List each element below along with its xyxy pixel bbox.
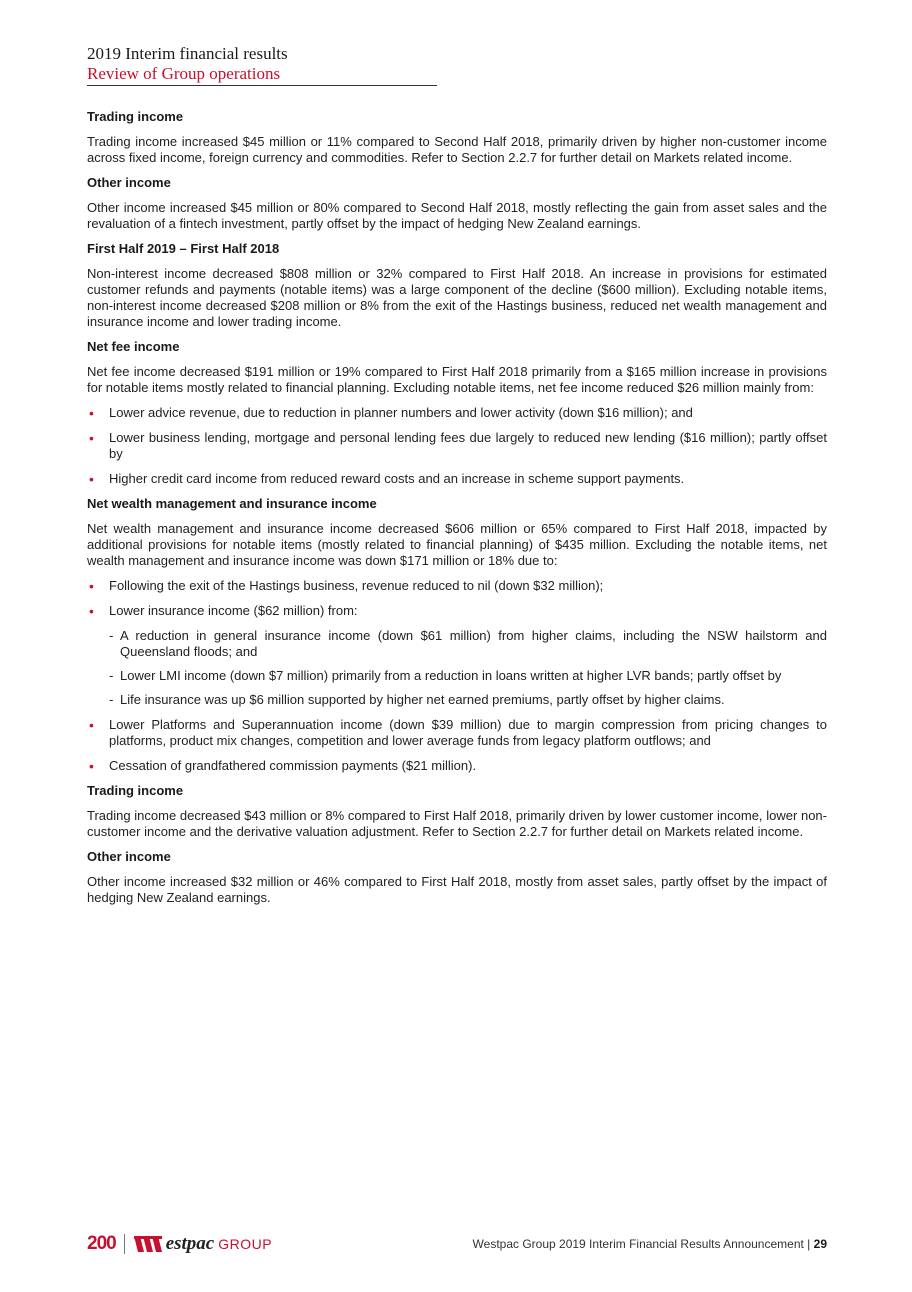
list-item [87,758,827,774]
list-item [87,471,827,487]
sub-list-item [109,668,827,684]
logo-westpac-text: estpac [165,1233,215,1254]
heading-trading-income-h1: Trading income [87,783,184,798]
heading-trading-income-h2: Trading income [87,109,184,124]
list-item-text: Lower insurance income ($62 million) from: [109,603,358,618]
heading-net-wealth-insurance: Net wealth management and insurance income [87,496,377,511]
sub-list-item [109,628,827,660]
paragraph-first-half-comparison: Non-interest income decreased $808 million or 32% compared to First Half 2018. An increase in provisions for estimated customer refunds and payments (notable items) was a large component of the decline ($600 million). Excluding notable items, non-interest income decreased $208 million or 8% from the exit of the Hastings business, reduced net wealth management and insurance income and lower trading income. [87,266,827,329]
paragraph-net-fee-income: Net fee income decreased $191 million or 19% compared to First Half 2018 primarily from a $165 million increase in provisions for notable items mostly related to financial planning. Excluding notable items, net fee income reduced $26 million mainly from: [87,364,827,395]
net-fee-bullet-list [87,405,827,487]
dash-icon: - [109,692,114,707]
sub-list-item-text: A reduction in general insurance income (down $61 million) from higher claims, including the NSW hailstorm and Queensland floods; and [120,628,827,659]
sub-list-item-text: Lower LMI income (down $7 million) primarily from a reduction in loans written at higher LVR bands; partly offset by [120,668,782,683]
logo-200-text: 200 [87,1233,116,1254]
logo-divider [124,1234,125,1254]
heading-other-income-h1: Other income [87,849,171,864]
list-item-text: Lower Platforms and Superannuation income (down $39 million) due to margin compression from pricing changes to platforms, product mix changes, competition and lower average funds from legacy platform outflows; and [109,717,827,748]
list-item [87,578,827,594]
page-footer [87,1233,827,1255]
logo-group-text: GROUP [218,1236,273,1252]
westpac-200-logo [87,1233,272,1255]
list-item [87,430,827,462]
paragraph-trading-income-h2: Trading income increased $45 million or 11% compared to Second Half 2018, primarily driven by higher non-customer income across fixed income, foreign currency and commodities. Refer to Section 2.2.7 for further detail on Markets related income. [87,134,827,165]
list-item-text: Lower business lending, mortgage and personal lending fees due largely to reduced new lending ($16 million); partly offset by [109,430,827,461]
heading-other-income-h2: Other income [87,175,171,190]
list-item [87,405,827,421]
list-item-text: Following the exit of the Hastings business, revenue reduced to nil (down $32 million); [109,578,604,593]
wealth-bullet-list [87,578,827,774]
sub-list-item-text: Life insurance was up $6 million supported by higher net earned premiums, partly offset by higher claims. [120,692,725,707]
list-item-text: Lower advice revenue, due to reduction in planner numbers and lower activity (down $16 million); and [109,405,693,420]
heading-first-half-comparison: First Half 2019 – First Half 2018 [87,241,280,256]
list-item-text: Higher credit card income from reduced reward costs and an increase in scheme support payments. [109,471,685,486]
section-subtitle: Review of Group operations [87,64,281,83]
sub-list-item [109,692,827,708]
dash-icon: - [109,628,114,643]
document-body [87,109,827,915]
bullet-icon: • [89,405,94,421]
list-item-text: Cessation of grandfathered commission payments ($21 million). [109,758,477,773]
westpac-w-icon [134,1236,164,1252]
bullet-icon: • [89,603,94,619]
bullet-icon: • [89,430,94,446]
footer-document-name: Westpac Group 2019 Interim Financial Results Announcement | [472,1237,811,1251]
paragraph-trading-income-h1: Trading income decreased $43 million or 8% compared to First Half 2018, primarily driven by lower customer income, lower non-customer income and the derivative valuation adjustment. Refer to Section 2.2.7 for further detail on Markets related income. [87,808,827,839]
page-header [87,44,437,86]
bullet-icon: • [89,717,94,733]
heading-net-fee-income: Net fee income [87,339,180,354]
dash-icon: - [109,668,114,683]
list-item [87,717,827,749]
paragraph-net-wealth-insurance: Net wealth management and insurance income decreased $606 million or 65% compared to First Half 2018, impacted by additional provisions for notable items (mostly related to financial planning) of $435 million. Excluding the notable items, net wealth management and insurance income was down $171 million or 18% due to: [87,521,827,568]
footer-caption [473,1237,827,1251]
bullet-icon: • [89,471,94,487]
paragraph-other-income-h1: Other income increased $32 million or 46% compared to First Half 2018, mostly from asset sales, partly offset by the impact of hedging New Zealand earnings. [87,874,827,905]
bullet-icon: • [89,578,94,594]
page-number: 29 [813,1237,827,1251]
paragraph-other-income-h2: Other income increased $45 million or 80% compared to Second Half 2018, mostly reflecting the gain from asset sales and the revaluation of a fintech investment, partly offset by the impact of hedging New Zealand earnings. [87,200,827,231]
report-title: 2019 Interim financial results [87,44,288,63]
bullet-icon: • [89,758,94,774]
insurance-sub-list [109,628,827,708]
list-item [87,603,827,708]
